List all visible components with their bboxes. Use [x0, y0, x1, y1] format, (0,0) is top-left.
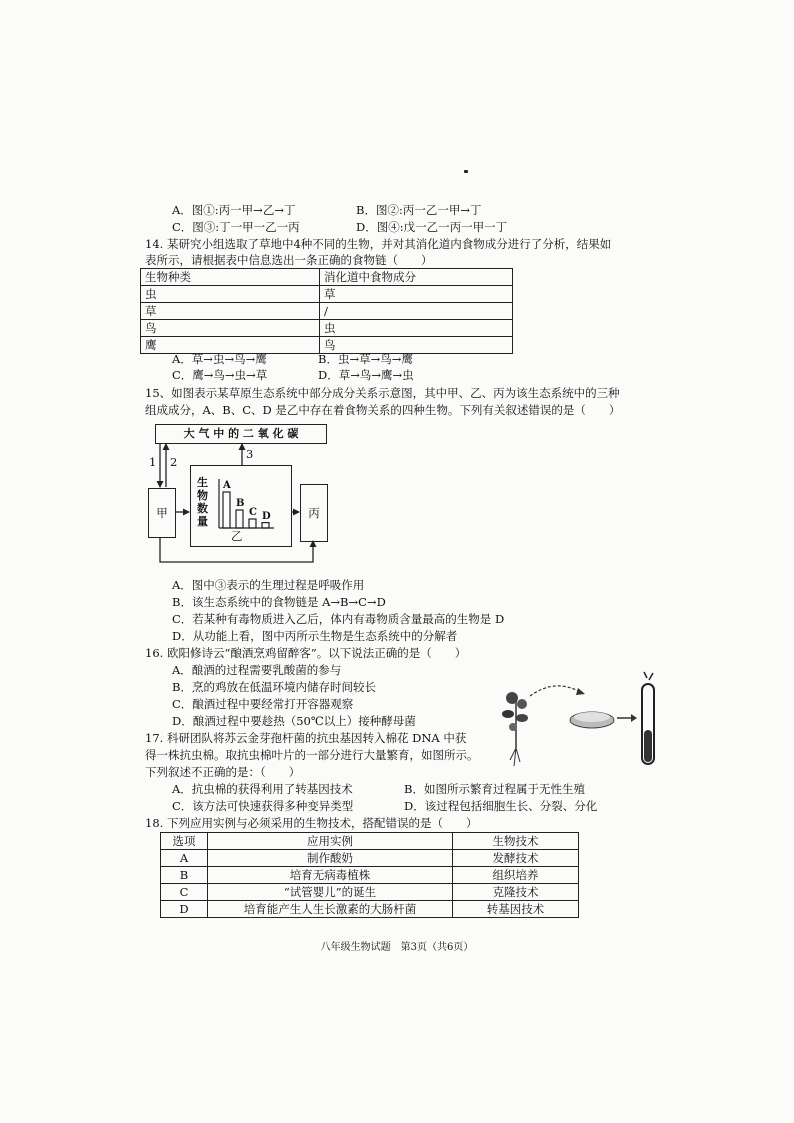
q18-stem: 18. 下列应用实例与必须采用的生物技术，搭配错误的是（ ） [145, 816, 478, 830]
table-cell: 鸟 [141, 320, 320, 337]
table-cell: 克隆技术 [453, 884, 579, 901]
table-cell: 虫 [320, 320, 513, 337]
q15-option-b: B．该生态系统中的食物链是 A→B→C→D [172, 595, 386, 609]
table-header-cell: 生物种类 [141, 269, 320, 286]
q17-option-c: C．该方法可快速获得多种变异类型 [172, 799, 354, 813]
q16-stem: 16. 欧阳修诗云“酿酒烹鸡留醉客”。以下说法正确的是（ ） [145, 646, 467, 660]
q14-stem-line1: 14. 某研究小组选取了草地中4种不同的生物，并对其消化道内食物成分进行了分析，结果如 [145, 237, 612, 251]
q18-table [160, 832, 579, 918]
table-header-cell: 应用实例 [208, 833, 453, 850]
arrow-label-3: 3 [246, 447, 254, 461]
table-cell: 虫 [141, 286, 320, 303]
q14-stem-line2: 表所示，请根据表中信息选出一条正确的食物链（ ） [145, 253, 433, 267]
q17-option-d: D．该过程包括细胞生长、分裂、分化 [404, 799, 598, 813]
table-cell: 发酵技术 [453, 850, 579, 867]
q16-option-d: D．酿酒过程中要趁热（50℃以上）接种酵母菌 [172, 714, 416, 728]
table-cell: A [161, 850, 208, 867]
q15-option-a: A．图中③表示的生理过程是呼吸作用 [172, 578, 365, 592]
table-cell: 培育无病毒植株 [208, 867, 453, 884]
table-cell: 鹰 [141, 337, 320, 354]
table-cell: 草 [141, 303, 320, 320]
arrow-label-1: 1 [149, 455, 157, 469]
table-cell: “试管婴儿”的诞生 [208, 884, 453, 901]
table-row [161, 850, 579, 867]
q16-option-a: A．酿酒的过程需要乳酸菌的参与 [172, 663, 342, 677]
chart-bar-c [249, 519, 256, 528]
q15-option-d: D．从功能上看，图中丙所示生物是生态系统中的分解者 [172, 629, 458, 643]
q17-stem-line1: 17. 科研团队将苏云金芽孢杆菌的抗虫基因转入棉花 DNA 中获 [145, 731, 467, 745]
chart-bar-label: C [249, 507, 257, 518]
chart-y-label: 生物数量 [197, 476, 208, 528]
table-cell: 组织培养 [453, 867, 579, 884]
q17-stem-line2: 得一株抗虫棉。取抗虫棉叶片的一部分进行大量繁育，如图所示。 [145, 748, 479, 762]
table-cell: 培育能产生人生长激素的大肠杆菌 [208, 901, 453, 918]
table-cell: C [161, 884, 208, 901]
test-tube-icon [642, 672, 654, 764]
bing-box: 丙 [300, 484, 328, 542]
q13-option-c: C．图③:丁一甲一乙一丙 [172, 220, 300, 234]
table-cell: 草 [320, 286, 513, 303]
chart-bar-b [236, 510, 243, 528]
arrow-label-2: 2 [170, 455, 178, 469]
q16-option-c: C．酿酒过程中要经常打开容器观察 [172, 697, 354, 711]
chart-x-label: 乙 [231, 529, 243, 543]
jia-box: 甲 [148, 488, 176, 538]
q14-option-d: D．草→鸟→鹰→虫 [318, 368, 414, 382]
q14-option-b: B．虫→草→鸟→鹰 [318, 352, 413, 366]
q15-stem-line2: 组成成分，A、B、C、D 是乙中存在着食物关系的四种生物。下列有关叙述错误的是（ ） [145, 403, 621, 417]
table-row [161, 901, 579, 918]
table-header-row [161, 833, 579, 850]
arrow-right-icon [631, 714, 637, 722]
table-header-cell: 选项 [161, 833, 208, 850]
table-cell: 鸟 [320, 337, 513, 354]
table-cell: 转基因技术 [453, 901, 579, 918]
chart-bar-a [223, 492, 230, 528]
table-header-cell: 生物技术 [453, 833, 579, 850]
q15-option-c: C．若某种有毒物质进入乙后，体内有毒物质含量最高的生物是 D [172, 612, 505, 626]
atmosphere-co2-box: 大 气 中 的 二 氧 化 碳 [155, 424, 327, 444]
table-row [161, 867, 579, 884]
dashed-arrow-icon [530, 686, 580, 696]
q16-option-b: B．烹的鸡放在低温环境内储存时间较长 [172, 680, 376, 694]
q17-stem-line3: 下列叙述不正确的是：（ ） [145, 765, 301, 779]
q14-option-c: C．鹰→鸟→虫→草 [172, 368, 268, 382]
q13-option-d: D．图④:戊一乙一丙一甲一丁 [356, 220, 508, 234]
petri-dish-icon [570, 712, 614, 728]
q13-option-a: A．图①:丙一甲→乙→丁 [172, 203, 296, 217]
table-cell: D [161, 901, 208, 918]
chart-bar-label: B [236, 498, 245, 509]
cotton-plant-icon [502, 692, 528, 766]
q15-stem-line1: 15、如图表示某草原生态系统中部分成分关系示意图，其中甲、乙、丙为该生态系统中的三种 [145, 386, 620, 400]
table-cell: 制作酸奶 [208, 850, 453, 867]
chart-bar-label: A [223, 480, 231, 491]
table-cell: / [320, 303, 513, 320]
page-footer: 八年级生物试题 第3页（共6页） [320, 942, 474, 953]
q13-option-b: B．图②:丙一乙一甲→丁 [356, 203, 482, 217]
chart-bar-label: D [262, 510, 271, 522]
table-cell: B [161, 867, 208, 884]
cotton-propagation-illustration [500, 670, 665, 780]
table-row [161, 884, 579, 901]
q17-option-b: B．如图所示繁育过程属于无性生殖 [404, 782, 585, 796]
q14-option-a: A．草→虫→鸟→鹰 [172, 352, 267, 366]
q17-option-a: A．抗虫棉的获得利用了转基因技术 [172, 782, 353, 796]
table-header-cell: 消化道中食物成分 [320, 269, 513, 286]
